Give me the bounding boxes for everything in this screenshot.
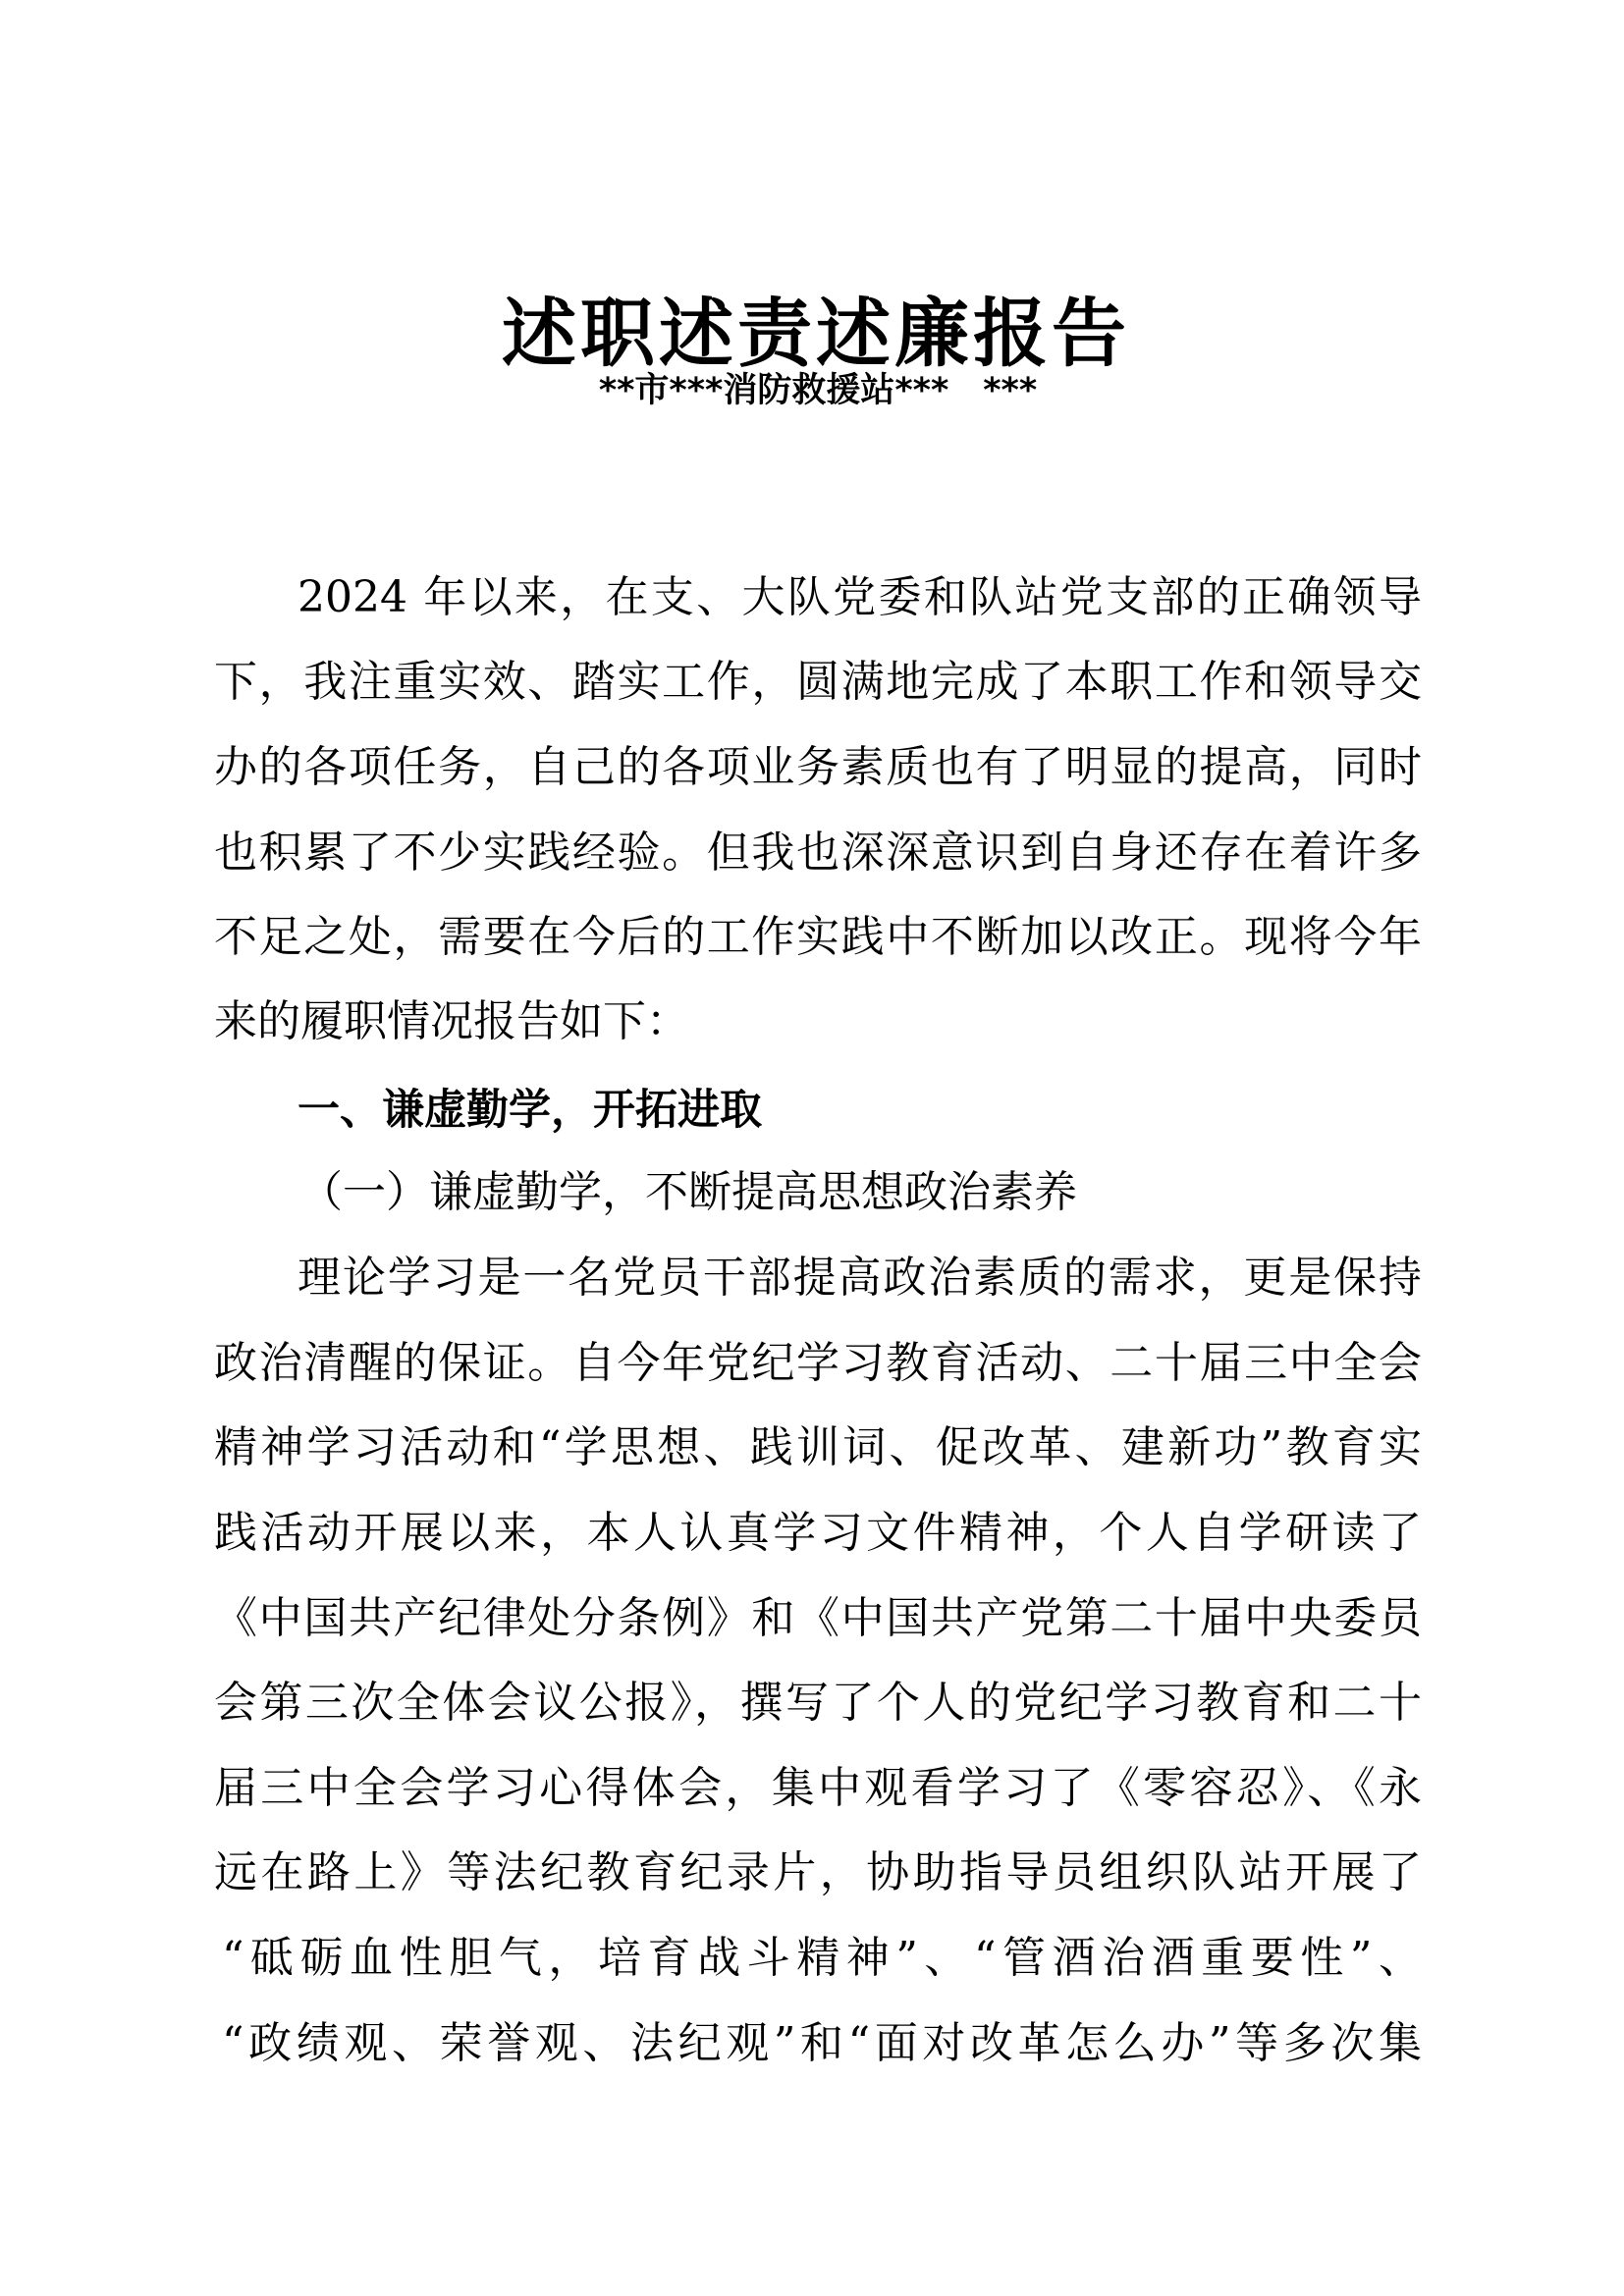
section-heading: 一、谦虚勤学，开拓进取 bbox=[298, 1086, 762, 1135]
text-line: 也积累了不少实践经验。但我也深深意识到自身还存在着许多 bbox=[214, 828, 1422, 878]
document-author-line: **市***消防救援站*** *** bbox=[598, 371, 1038, 410]
text-line: “政绩观、荣誉观、法纪观”和“面对改革怎么办”等多次集 bbox=[222, 2018, 1422, 2068]
subsection-heading: （一）谦虚勤学，不断提高思想政治素养 bbox=[299, 1167, 1077, 1217]
text-line: 来的履职情况报告如下： bbox=[214, 996, 689, 1046]
text-line: 2024 年以来，在支、大队党委和队站党支部的正确领导 bbox=[298, 572, 1422, 622]
text-line: 践活动开展以来，本人认真学习文件精神，个人自学研读了 bbox=[214, 1508, 1422, 1558]
text-line: 精神学习活动和“学思想、践训词、促改革、建新功”教育实 bbox=[214, 1422, 1422, 1472]
document-title: 述职述责述廉报告 bbox=[502, 290, 1130, 377]
text-line: 办的各项任务，自己的各项业务素质也有了明显的提高，同时 bbox=[214, 742, 1422, 792]
text-line: 届三中全会学习心得体会，集中观看学习了《零容忍》、《永 bbox=[214, 1763, 1422, 1813]
text-line: 远在路上》等法纪教育纪录片，协助指导员组织队站开展了 bbox=[214, 1847, 1422, 1897]
text-line: 下，我注重实效、踏实工作，圆满地完成了本职工作和领导交 bbox=[214, 657, 1422, 707]
text-line: 政治清醒的保证。自今年党纪学习教育活动、二十届三中全会 bbox=[214, 1338, 1422, 1388]
text-line: 理论学习是一名党员干部提高政治素质的需求，更是保持 bbox=[298, 1253, 1422, 1303]
text-line: 《中国共产纪律处分条例》和《中国共产党第二十届中央委员 bbox=[214, 1593, 1422, 1643]
text-line: “砥砺血性胆气，培育战斗精神”、“管酒治酒重要性”、 bbox=[222, 1933, 1422, 1983]
text-line: 不足之处，需要在今后的工作实践中不断加以改正。现将今年 bbox=[214, 912, 1422, 962]
text-line: 会第三次全体会议公报》，撰写了个人的党纪学习教育和二十 bbox=[214, 1678, 1422, 1728]
